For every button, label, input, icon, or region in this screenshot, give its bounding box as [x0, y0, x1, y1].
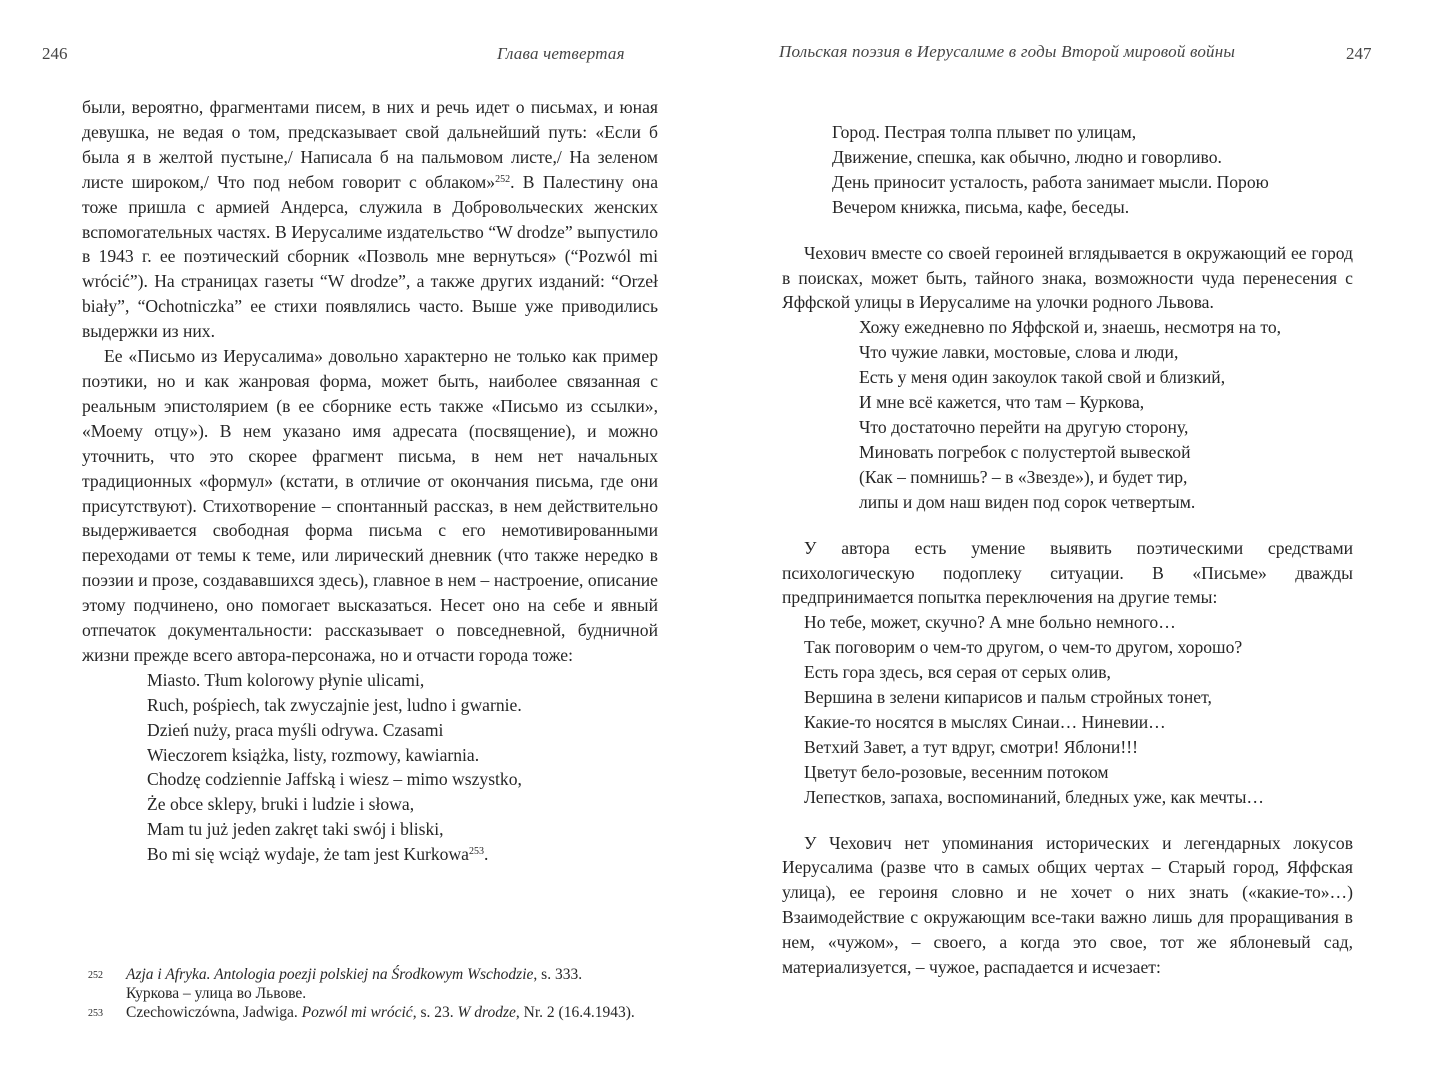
chapter-title: Глава четвертая: [497, 44, 625, 63]
running-head-right: [779, 42, 1235, 62]
running-head-left: [497, 44, 625, 64]
footnote-italic: Azja i Afryka. Antologia poezji polskiej na Środkowym Wschodzie: [126, 966, 534, 983]
section-title: Польская поэзия в Иерусалиме в годы Второй мировой войны: [779, 42, 1236, 61]
right-page: [719, 0, 1438, 1080]
verse-line: Какие-то носятся в мыслях Синаи… Ниневии…: [804, 711, 1166, 732]
paragraph: Ее «Письмо из Иерусалима» довольно характерно не только как пример поэтики, но и как жанровая форма, может быть, наиболее связанная с реальным эпистолярием (в ее сборнике есть также «Письмо из ссылки», «Моему отцу»). В нем указано имя адресата (посвящение), и можно уточнить, что это скорее фрагмент письма, в нем нет начальных традиционных «формул» (кстати, в отличие от окончания письма, где они присутствуют). Стихотворение – спонтанный рассказ, в нем действительно выдерживается свободная форма письма с его немотивированными переходами от темы к теме, или лирический дневник (что также нередко в поэзии и прозе, создававшихся здесь), главное в нем – настроение, описание этому подчинено, оно помогает высказаться. Несет оно на себе и явный отпечаток документальности: рассказывает о повседневной, будничной жизни прежде всего автора-персонажа, но и отчасти города тоже:: [82, 346, 658, 665]
footnote-plain: Куркова – улица во Львове.: [126, 985, 307, 1002]
verse-line: И мне всё кажется, что там – Куркова,: [859, 392, 1145, 413]
verse-2: [782, 315, 1353, 514]
verse-line: Цветут бело-розовые, весенним потоком: [804, 761, 1109, 782]
verse-line: Że obce sklepy, bruki i ludzie i słowa,: [147, 794, 415, 815]
verse-line: Есть гора здесь, вся серая от серых олив,: [804, 662, 1111, 683]
page-number: 246: [42, 44, 68, 63]
verse-line: Так поговорим о чем-то другом, о чем-то другом, хорошо?: [804, 637, 1243, 658]
paragraph-text: . В Палестину она тоже пришла с армией Андерса, служила в Добровольческих женских вспомогательных частях. В Иерусалиме издательство “W drodze” выпустило в 1943 г. ее поэтический сборник «Позволь мне вернуться» (“Pozwól mi wrócić”). На страницах газеты “W drodze”, а также других изданий: “Orzeł biały”, “Ochotniczka” ее стихи появлялись часто. Выше уже приводились выдержки из них.: [82, 171, 658, 342]
footnote-plain: Czechowiczówna, Jadwiga.: [126, 1004, 302, 1021]
verse-line: День приносит усталость, работа занимает мысли. Порою: [832, 171, 1269, 192]
footnote-mark: 252: [88, 970, 103, 981]
verse-line: Miasto. Tłum kolorowy płynie ulicami,: [147, 669, 425, 690]
footnote-ref[interactable]: 253: [468, 846, 484, 858]
verse-line: Bo mi się wciąż wydaje, że tam jest Kurkowa$^{253}$.: [147, 844, 489, 865]
page-number-left: [42, 44, 68, 64]
verse-line: Вершина в зелени кипарисов и пальм стройных тонет,: [804, 687, 1212, 708]
footnote-text: [126, 965, 582, 1003]
left-page: [0, 0, 719, 1080]
verse-line: Dzień nuży, praca myśli odrywa. Czasami: [147, 719, 444, 740]
page-number: 247: [1346, 44, 1372, 63]
verse-line: Что достаточно перейти на другую сторону,: [859, 416, 1189, 437]
footnote-252: [88, 965, 668, 1003]
verse-line: Что чужие лавки, мостовые, слова и люди,: [859, 342, 1179, 363]
paragraph: Чехович вместе со своей героиней вглядывается в окружающий ее город в поисках, может быть, тайного знака, возможности чуда перенесения с Яффской улицы в Иерусалиме на улочки родного Львова.: [782, 242, 1353, 313]
footnote-italic: Pozwól mi wrócić: [301, 1004, 413, 1021]
verse-line: Wieczorem książka, listy, rozmowy, kawiarnia.: [147, 744, 480, 765]
verse-line: Ветхий Завет, а тут вдруг, смотри! Яблони!!!: [804, 736, 1138, 757]
footnote-plain: , s. 333.: [533, 966, 583, 983]
verse-line: Хожу ежедневно по Яффской и, знаешь, несмотря на то,: [859, 317, 1282, 338]
footnote-mark: 253: [88, 1008, 103, 1019]
verse-line: Миновать погребок с полустертой вывеской: [859, 441, 1191, 462]
footnote-plain: , Nr. 2 (16.4.1943).: [515, 1004, 635, 1021]
left-body: [82, 95, 658, 867]
verse-line: Mam tu już jeden zakręt taki swój i bliski,: [147, 819, 444, 840]
verse-line: липы и дом наш виден под сорок четвертым.: [859, 491, 1196, 512]
verse-line: Chodzę codziennie Jaffską i wiesz – mimo wszystko,: [147, 769, 522, 790]
verse-line: Но тебе, может, скучно? А мне больно немного…: [804, 612, 1176, 633]
footnote-253: [88, 1003, 668, 1023]
verse-line: Есть у меня один закоулок такой свой и близкий,: [859, 367, 1226, 388]
footnote-text: [126, 1003, 635, 1023]
paragraph: У автора есть умение выявить поэтическими средствами психологическую подоплеку ситуации. В «Письме» дважды предпринимается попытка переключения на другие темы:: [782, 537, 1353, 608]
verse-line: Движение, спешка, как обычно, людно и говорливо.: [832, 146, 1222, 167]
verse-text: Bo mi się wciąż wydaje, że tam jest Kurkowa: [147, 844, 469, 865]
verse-polish: [82, 668, 658, 867]
verse-line: (Как – помнишь? – в «Звезде»), и будет тир,: [859, 466, 1188, 487]
right-body: [782, 120, 1353, 980]
footnote-italic: W drodze: [457, 1004, 516, 1021]
verse-1: [782, 120, 1353, 220]
paragraph: [82, 95, 658, 344]
verse-line: Ruch, pośpiech, tak zwyczajnie jest, ludno i gwarnie.: [147, 694, 522, 715]
verse-3: [782, 610, 1353, 809]
footnote-plain: , s. 23.: [412, 1004, 458, 1021]
paragraph: У Чехович нет упоминания исторических и легендарных локусов Иерусалима (разве что в самых общих чертах – Старый город, Яффская улица), ее героиня словно и не хочет о них знать («какие-то»…) Взаимодействие с окружающим все-таки важно лишь для проращивания в нем, «чужом», – своего, а когда это свое, тот же яблоневый сад, материализуется, – чужое, распадается и исчезает:: [782, 832, 1353, 978]
verse-line: Вечером книжка, письма, кафе, беседы.: [832, 196, 1130, 217]
paragraph-text: были, вероятно, фрагментами писем, в них и речь идет о письмах, и юная девушка, не ведая о том, предсказывает свой дальнейший путь: «Если б была я в желтой пустыне,/ Написала б на пальмовом листе,/ На зеленом листе широком,/ Что под небом говорит с облаком»: [82, 97, 658, 192]
verse-line: Город. Пестрая толпа плывет по улицам,: [832, 122, 1137, 142]
page-number-right: [1346, 44, 1372, 64]
verse-line: Лепестков, запаха, воспоминаний, бледных уже, как мечты…: [804, 786, 1265, 807]
footnote-ref[interactable]: 252: [495, 173, 511, 185]
footnotes: [88, 965, 668, 1023]
